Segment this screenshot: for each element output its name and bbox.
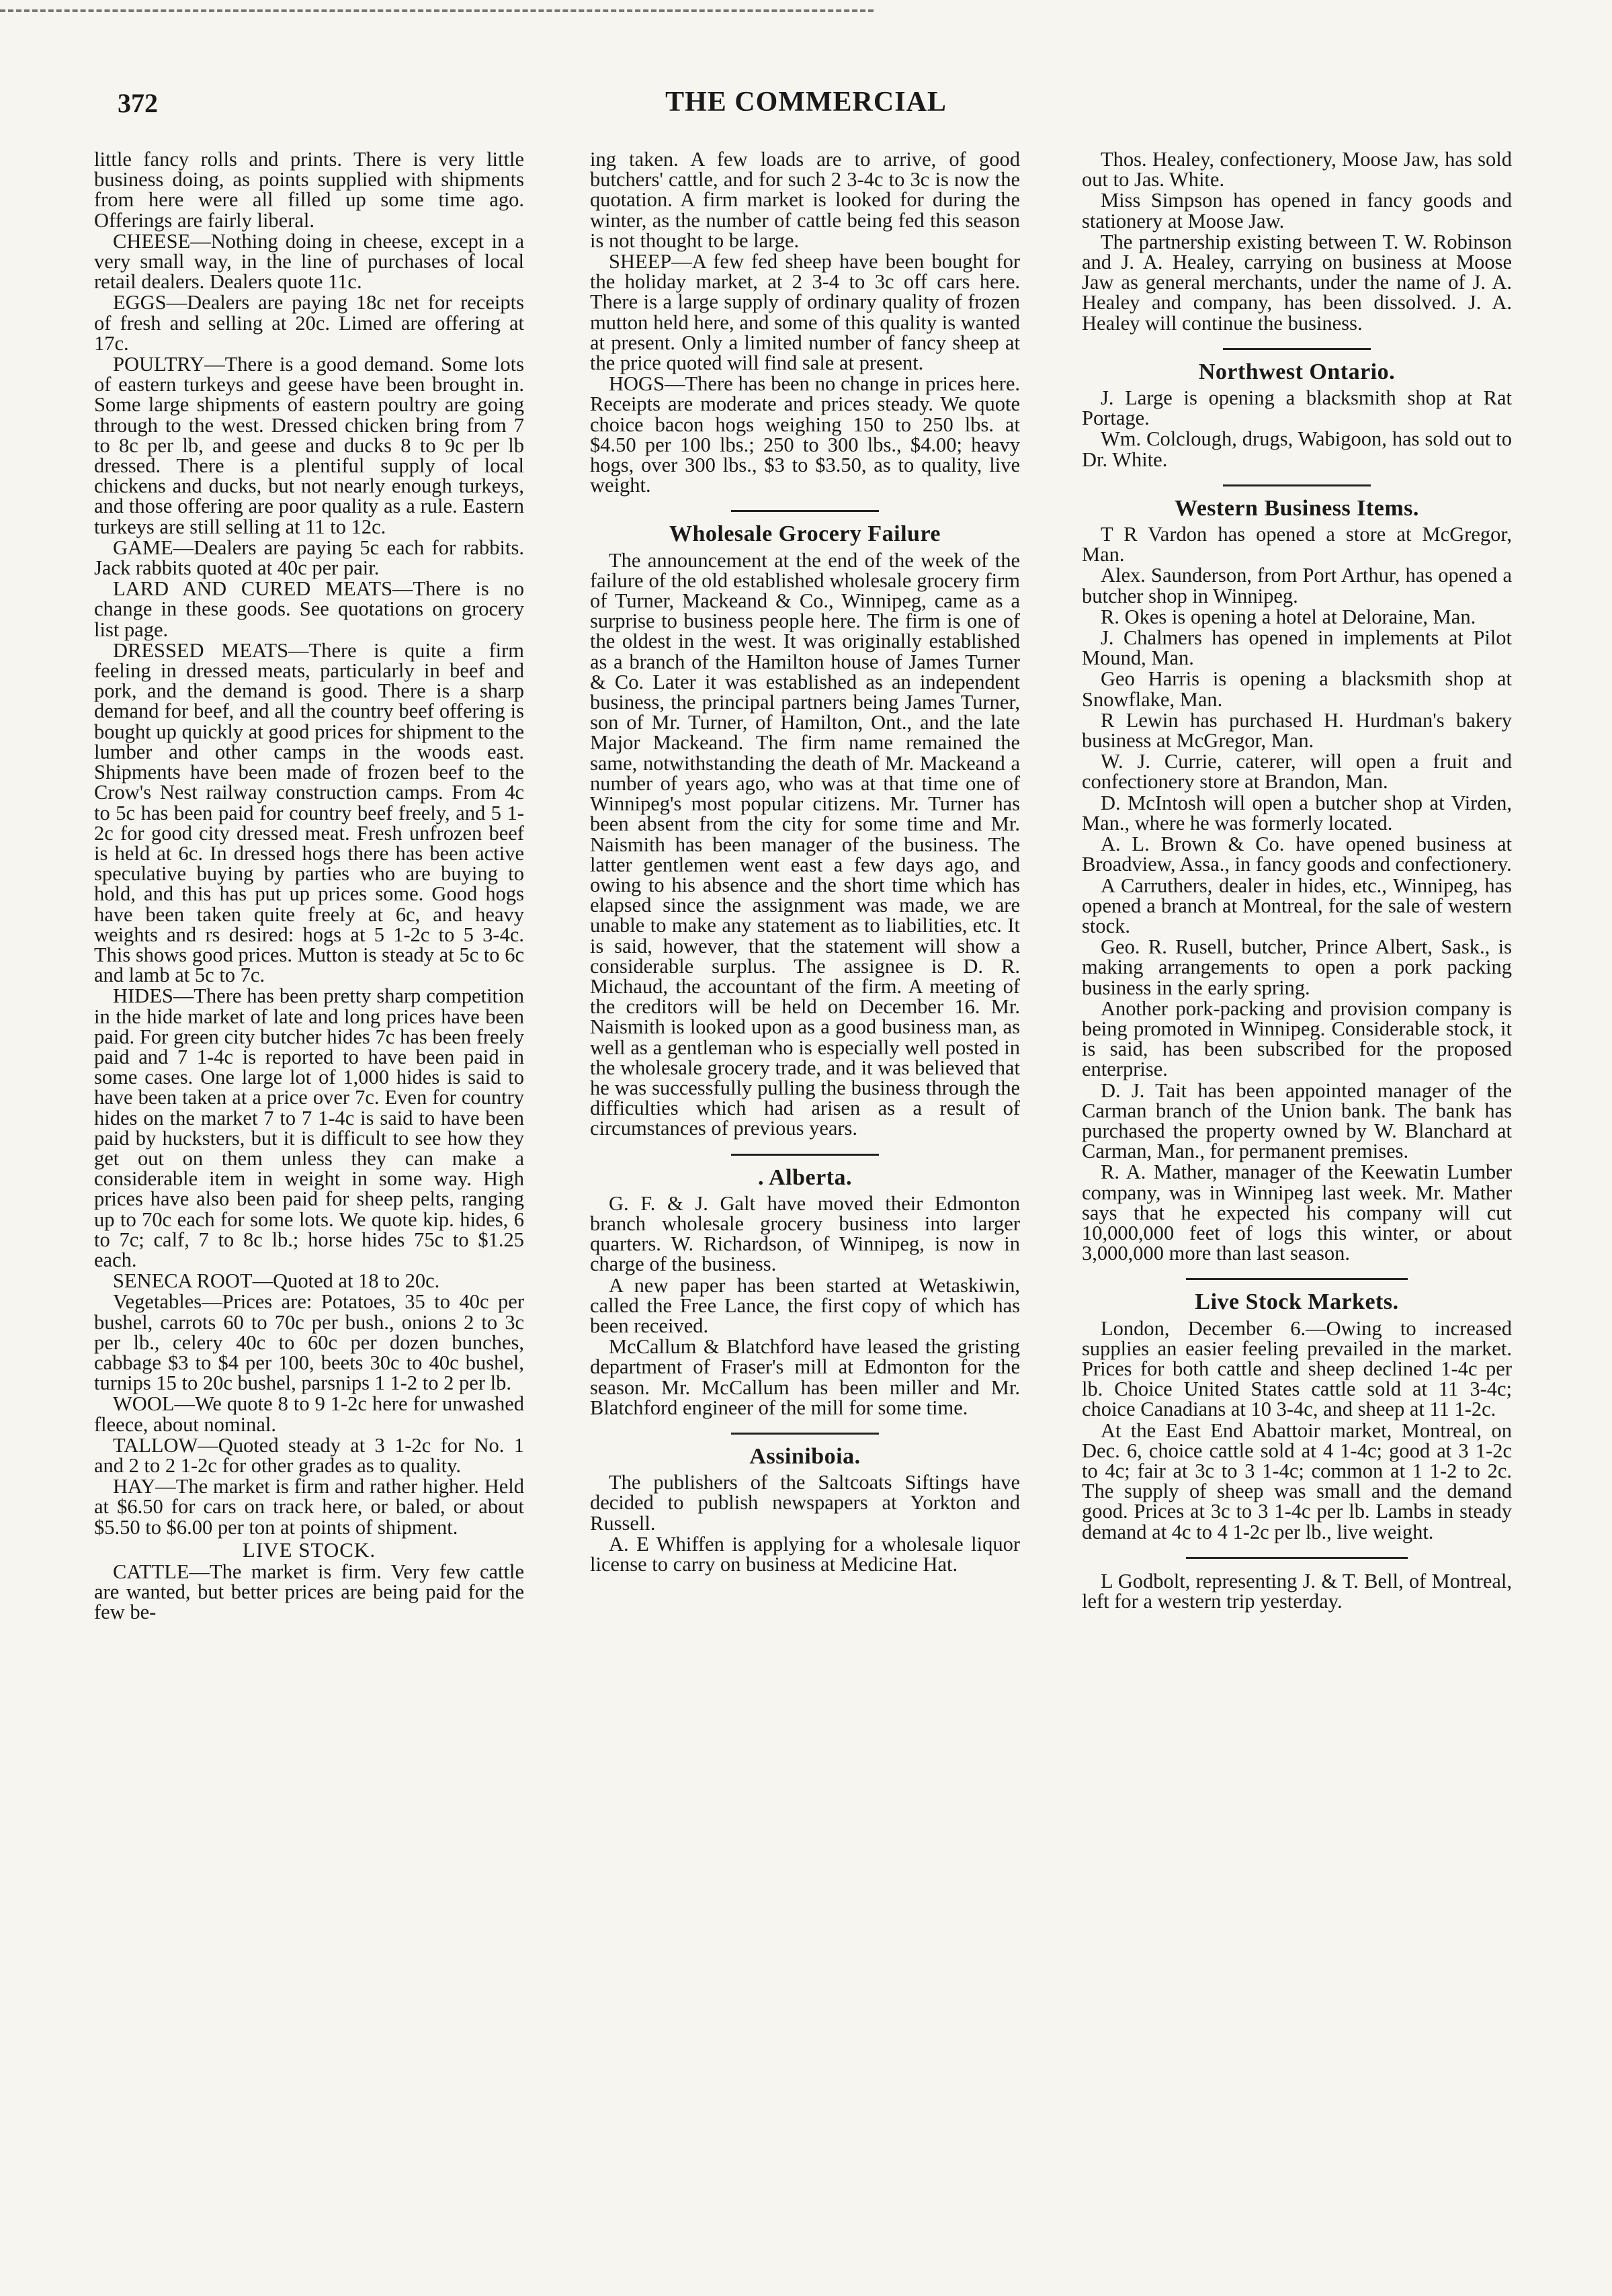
section-divider xyxy=(731,1154,879,1156)
paragraph: T R Vardon has opened a store at McGregor, Man. xyxy=(1082,523,1512,566)
paragraph: At the East End Abattoir market, Montreal, on Dec. 6, choice cattle sold at 4 1-4c; good at 3 1-2c to 4c; fair at 3c to 3 1-4c; common at 1 1-2 to 2c. The supply of sheep was small and the demand good. Prices at 3c to 3 1-4c per lb. Lambs in steady demand at 4c to 4 1-2c per lb., live weight. xyxy=(1082,1418,1512,1543)
paragraph: Vegetables—Prices are: Potatoes, 35 to 40c per bushel, carrots 60 to 70c per bush., onions 2 to 3c per lb., celery 40c to 60c per dozen bunches, cabbage $3 to $4 per 100, beets 30c to 40c bushel, turnips 15 to 20c bushel, parsnips 1 1-2 to 2 per lb. xyxy=(94,1290,524,1395)
section-divider xyxy=(1223,484,1371,486)
wholesale-grocery-failure-heading: Wholesale Grocery Failure xyxy=(669,521,941,547)
paragraph: London, December 6.—Owing to increased supplies an easier feeling prevailed in the market. Prices for both cattle and sheep declined 1-4c per lb. Choice United States cattle sold at 11 3-4c; choice Canadians at 10 3-4c, and sheep at 11 1-2c. xyxy=(1082,1316,1512,1421)
paragraph: SENECA ROOT—Quoted at 18 to 20c. xyxy=(113,1269,440,1293)
live-stock-heading: LIVE STOCK. xyxy=(242,1537,376,1562)
paragraph: The announcement at the end of the week of the failure of the old established wholesale grocery firm of Turner, Mackeand & Co., Winnipeg, came as a surprise to business people here. The firm is one of the oldest in the west. It was originally established as a branch of the Hamilton house of James Turner & Co. Later it was established as an independent business, the principal partners being James Turner, son of Mr. Turner, of Hamilton, Ont., and the late Major Mackeand. The firm name remained the same, notwithstanding the death of Mr. Mackeand a number of years ago, who was at that time one of Winnipeg's most popular citizens. Mr. Turner has been absent from the city for some time and Mr. Naismith has been manager of the business. The latter gentlemen went east a few days ago, and owing to his absence and the short time which has elapsed since the assignment was made, we are unable to make any statement as to liabilities, etc. It is said, however, that the statement will show a considerable surplus. The assignee is D. R. Michaud, the accountant of the firm. A meeting of the creditors will be held on December 16. Mr. Naismith is looked upon as a good business man, as well as a gentleman who is especially well posted in the wholesale grocery trade, and it was believed that he was successfully pulling the business through the difficulties which had arisen as a result of circumstances of previous years. xyxy=(590,548,1020,1140)
section-divider xyxy=(731,1433,879,1435)
paragraph: R. Okes is opening a hotel at Deloraine, Man. xyxy=(1101,605,1476,628)
paragraph: D. McIntosh will open a butcher shop at Virden, Man., where he was formerly located. xyxy=(1082,791,1512,835)
column-2 xyxy=(590,149,1020,1575)
paragraph: McCallum & Blatchford have leased the gristing department of Fraser's mill at Edmonton for the season. Mr. McCallum has been miller and Mr. Blatchford engineer of the mill for some time. xyxy=(590,1335,1020,1419)
paragraph: ing taken. A few loads are to arrive, of good butchers' cattle, and for such 2 3-4c to 3c is now the quotation. A firm market is looked for during the winter, as the number of cattle being fed this season is not thought to be large. xyxy=(590,148,1020,252)
paragraph: L Godbolt, representing J. & T. Bell, of Montreal, left for a western trip yesterday. xyxy=(1082,1569,1512,1613)
northwest-ontario-heading: Northwest Ontario. xyxy=(1198,359,1396,384)
paragraph: Alex. Saunderson, from Port Arthur, has opened a butcher shop in Winnipeg. xyxy=(1082,564,1512,607)
paragraph: Miss Simpson has opened in fancy goods and stationery at Moose Jaw. xyxy=(1082,189,1512,232)
paragraph: little fancy rolls and prints. There is very little business doing, as points supplied with shipments from here were all filled up some time ago. Offerings are fairly liberal. xyxy=(94,148,524,232)
scan-edge-line xyxy=(0,9,874,12)
paragraph: Wm. Colclough, drugs, Wabigoon, has sold out to Dr. White. xyxy=(1082,427,1512,471)
paragraph: The partnership existing between T. W. Robinson and J. A. Healey, carrying on business at Moose Jaw as general merchants, under the name of J. A. Healey and company, has been dissolved. J. A. Healey will continue the business. xyxy=(1082,230,1512,335)
column-1 xyxy=(94,149,524,1623)
paragraph: Geo Harris is opening a blacksmith shop at Snowflake, Man. xyxy=(1082,667,1512,711)
section-divider xyxy=(731,510,879,512)
paragraph: A. L. Brown & Co. have opened business at Broadview, Assa., in fancy goods and confectionery. xyxy=(1082,833,1512,876)
paragraph: HAY—The market is firm and rather higher. Held at $6.50 for cars on track here, or baled, or about $5.50 to $6.00 per ton at points of shipment. xyxy=(94,1475,524,1539)
paragraph: R. A. Mather, manager of the Keewatin Lumber company, was in Winnipeg last week. Mr. Mather says that he expected his company will cut 10,000,000 feet of logs this winter, or about 3,000,000 more than last season. xyxy=(1082,1160,1512,1265)
paragraph: DRESSED MEATS—There is quite a firm feeling in dressed meats, particularly in beef and pork, and the demand is good. There is a sharp demand for beef, and all the country beef offering is bought up quickly at good prices for shipment to the lumber and other camps in the woods east. Shipments have been made of frozen beef to the Crow's Nest railway construction camps. From 4c to 5c has been paid for country beef freely, and 5 1-2c for good city dressed meat. Fresh unfrozen beef is held at 6c. In dressed hogs there has been active speculative buying by parties who are buying to hold, and this has put up prices some. Good hogs have been taken quite freely at 6c, and heavy weights and rs desired: hogs at 5 1-2c to 5 3-4c. This shows good prices. Mutton is steady at 5c to 6c and lamb at 5c to 7c. xyxy=(94,638,524,987)
paragraph: SHEEP—A few fed sheep have been bought for the holiday market, at 2 3-4 to 3c off cars here. There is a large supply of ordinary quality of frozen mutton held here, and some of this quality is wanted at present. Only a limited number of fancy sheep at the price quoted will find sale at present. xyxy=(590,250,1020,375)
paragraph: EGGS—Dealers are paying 18c net for receipts of fresh and selling at 20c. Limed are offering at 17c. xyxy=(94,291,524,355)
paragraph: POULTRY—There is a good demand. Some lots of eastern turkeys and geese have been brought in. Some large shipments of eastern poultry are going through to the west. Dressed chicken bring from 7 to 8c per lb, and geese and ducks 8 to 9c per lb dressed. There is a plentiful supply of local chickens and ducks, but not nearly enough turkeys, and those offering are poor quality as a rule. Eastern turkeys are still selling at 11 to 12c. xyxy=(94,353,524,538)
paragraph: GAME—Dealers are paying 5c each for rabbits. Jack rabbits quoted at 40c per pair. xyxy=(94,536,524,580)
paragraph: J. Large is opening a blacksmith shop at Rat Portage. xyxy=(1082,386,1512,430)
paragraph: Thos. Healey, confectionery, Moose Jaw, has sold out to Jas. White. xyxy=(1082,148,1512,192)
paragraph: TALLOW—Quoted steady at 3 1-2c for No. 1 and 2 to 2 1-2c for other grades as to quality. xyxy=(94,1433,524,1477)
section-divider xyxy=(1223,348,1371,350)
paragraph: A new paper has been started at Wetaskiwin, called the Free Lance, the first copy of which has been received. xyxy=(590,1273,1020,1337)
paragraph: R Lewin has purchased H. Hurdman's bakery business at McGregor, Man. xyxy=(1082,708,1512,753)
paragraph: HOGS—There has been no change in prices here. Receipts are moderate and prices steady. We quote choice bacon hogs weighing 150 to 250 lbs. at $4.50 per 100 lbs.; 250 to 300 lbs., $4.00; heavy hogs, over 300 lbs., $3 to $3.50, as to quality, live weight. xyxy=(590,372,1020,497)
section-divider xyxy=(1186,1278,1408,1280)
column-3 xyxy=(1082,149,1512,1612)
paragraph: A. E Whiffen is applying for a wholesale liquor license to carry on business at Medicine Hat. xyxy=(590,1532,1020,1576)
western-business-items-heading: Western Business Items. xyxy=(1175,495,1419,521)
paragraph: G. F. & J. Galt have moved their Edmonton branch wholesale grocery business into larger quarters. W. Richardson, of Winnipeg, is now in charge of the business. xyxy=(590,1191,1020,1276)
paragraph: A Carruthers, dealer in hides, etc., Winnipeg, has opened a branch at Montreal, for the sale of western stock. xyxy=(1082,874,1512,937)
paragraph: LARD AND CURED MEATS—There is no change in these goods. See quotations on grocery list page. xyxy=(94,577,524,641)
paragraph: HIDES—There has been pretty sharp competition in the hide market of late and long prices have been paid. For green city butcher hides 7c has been freely paid and 7 1-4c is reported to have been paid in some cases. One large lot of 1,000 hides is said to have been taken at a price over 7c. Even for country hides on the market 7 to 7 1-4c is said to have been paid by hucksters, but it is difficult to see how they get out on them unless they can make a considerable item in weight in some way. High prices have also been paid for sheep pelts, ranging up to 70c each for some lots. We quote kip. hides, 6 to 7c; calf, 7 to 8c lb.; horse hides 75c to $1.25 each. xyxy=(94,984,524,1271)
section-divider xyxy=(1186,1557,1408,1559)
paragraph: J. Chalmers has opened in implements at Pilot Mound, Man. xyxy=(1082,626,1512,670)
live-stock-markets-heading: Live Stock Markets. xyxy=(1195,1289,1399,1315)
paragraph: D. J. Tait has been appointed manager of the Carman branch of the Union bank. The bank has purchased the property owned by W. Blanchard at Carman, Man., for permanent premises. xyxy=(1082,1078,1512,1163)
assiniboia-heading: Assiniboia. xyxy=(749,1443,861,1469)
paragraph: Another pork-packing and provision company is being promoted in Winnipeg. Considerable stock, it is said, has been subscribed for the proposed enterprise. xyxy=(1082,996,1512,1081)
paragraph: The publishers of the Saltcoats Siftings have decided to publish newspapers at Yorkton and Russell. xyxy=(590,1471,1020,1535)
paragraph: CHEESE—Nothing doing in cheese, except in a very small way, in the line of purchases of local retail dealers. Dealers quote 11c. xyxy=(94,229,524,294)
paragraph: WOOL—We quote 8 to 9 1-2c here for unwashed fleece, about nominal. xyxy=(94,1392,524,1436)
alberta-heading: . Alberta. xyxy=(757,1164,853,1190)
page-title: THE COMMERCIAL xyxy=(665,87,947,118)
page-number: 372 xyxy=(118,88,158,118)
paragraph: W. J. Currie, caterer, will open a fruit and confectionery store at Brandon, Man. xyxy=(1082,750,1512,794)
paragraph: CATTLE—The market is firm. Very few cattle are wanted, but better prices are being paid for the few be- xyxy=(94,1560,524,1624)
paragraph: Geo. R. Rusell, butcher, Prince Albert, Sask., is making arrangements to open a pork packing business in the early spring. xyxy=(1082,935,1512,999)
